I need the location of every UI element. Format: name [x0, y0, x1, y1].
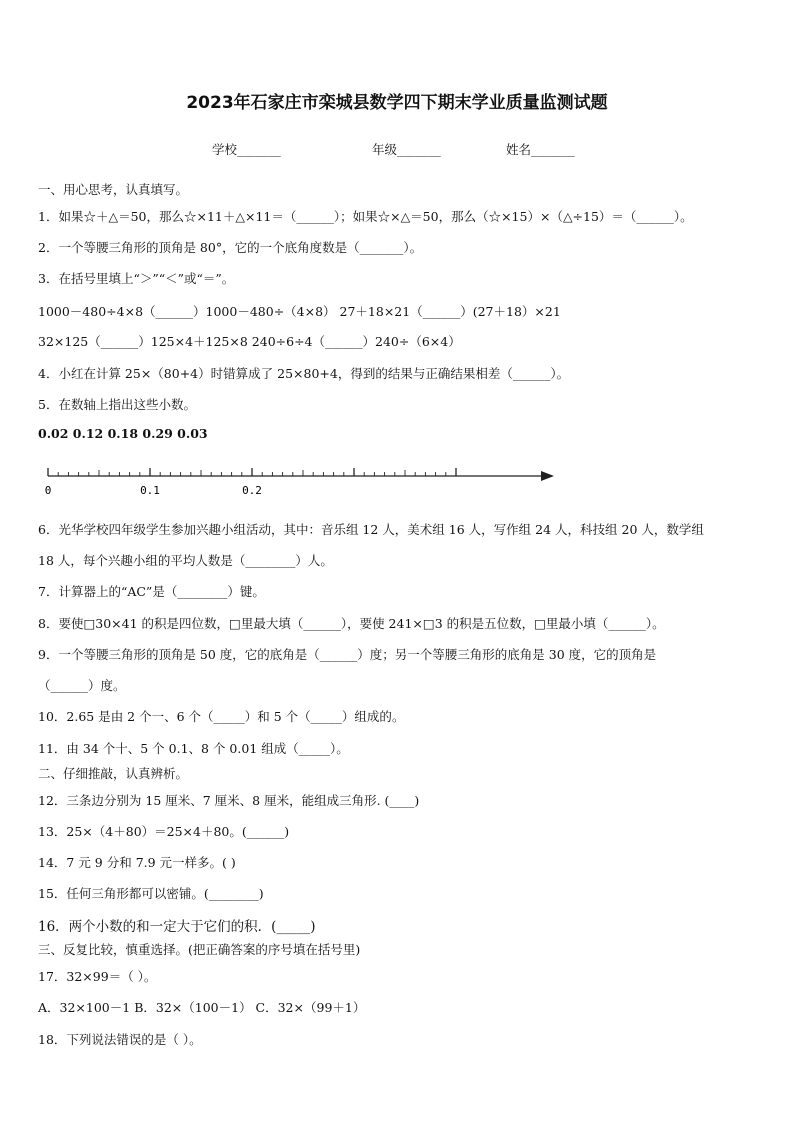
question-5-decimals: 0.02 0.12 0.18 0.29 0.03	[38, 426, 208, 441]
question-7: 7．计算器上的“AC”是（________）键。	[38, 584, 265, 599]
question-1: 1．如果☆＋△＝50，那么☆×11＋△×11＝（______）；如果☆×△＝50，那么（☆×15）×（△÷15）＝（______）。	[38, 209, 693, 224]
grade-field[interactable]: 年级_______	[372, 142, 441, 157]
question-8: 8．要使□30×41 的积是四位数，□里最大填（______），要使 241×□3 的积是五位数，□里最小填（______）。	[38, 616, 665, 631]
question-2: 2．一个等腰三角形的顶角是 80°，它的一个底角度数是（_______）。	[38, 240, 423, 255]
section-heading-2: 二、仔细推敲，认真辨析。	[38, 766, 189, 781]
question-6-cont: 18 人，每个兴趣小组的平均人数是（________）人。	[38, 553, 333, 568]
question-11: 11．由 34 个十、5 个 0.1、8 个 0.01 组成（_____）。	[38, 741, 349, 756]
question-14: 14．7 元 9 分和 7.9 元一样多。( )	[38, 855, 236, 870]
question-9-cont: （______）度。	[38, 678, 126, 693]
name-field[interactable]: 姓名_______	[506, 142, 575, 157]
question-17: 17．32×99＝（ ）。	[38, 969, 157, 984]
question-3-row-1: 1000－480÷4×8（______）1000－480÷（4×8） 27＋18×21（______）(27＋18）×21	[38, 304, 561, 319]
question-4: 4．小红在计算 25×（80+4）时错算成了 25×80+4，得到的结果与正确结果相差（______）。	[38, 366, 570, 381]
question-15: 15．任何三角形都可以密铺。(________)	[38, 886, 264, 901]
number-line-label-0-2: 0.2	[242, 484, 262, 497]
question-10: 10．2.65 是由 2 个一、6 个（_____）和 5 个（_____）组成的。	[38, 709, 405, 724]
question-16: 16．两个小数的和一定大于它们的积．(_____)	[38, 919, 316, 935]
number-line-label-0: 0	[44, 484, 52, 497]
question-5: 5．在数轴上指出这些小数。	[38, 397, 196, 412]
question-3-row-2: 32×125（______）125×4＋125×8 240÷6÷4（______）240÷（6×4）	[38, 334, 461, 349]
number-line	[38, 458, 568, 500]
page-title: 2023年石家庄市栾城县数学四下期末学业质量监测试题	[186, 93, 608, 113]
school-field[interactable]: 学校_______	[212, 142, 281, 157]
question-9: 9．一个等腰三角形的顶角是 50 度，它的底角是（______）度；另一个等腰三角形的底角是 30 度，它的顶角是	[38, 647, 657, 662]
question-13: 13．25×（4＋80）＝25×4＋80。(______)	[38, 824, 290, 839]
section-heading-3: 三、反复比较，慎重选择。(把正确答案的序号填在括号里)	[38, 942, 361, 957]
question-6: 6．光华学校四年级学生参加兴趣小组活动，其中：音乐组 12 人，美术组 16 人，写作组 24 人，科技组 20 人，数学组	[38, 522, 704, 537]
number-line-arrow	[541, 471, 554, 481]
question-3: 3．在括号里填上“＞”“＜”或“＝”。	[38, 271, 235, 286]
number-line-label-0-1: 0.1	[140, 484, 160, 497]
question-18: 18．下列说法错误的是（ ）。	[38, 1032, 202, 1047]
question-12: 12．三条边分别为 15 厘米、7 厘米、8 厘米，能组成三角形. (____)	[38, 793, 420, 808]
section-heading-1: 一、用心思考，认真填写。	[38, 182, 189, 197]
question-17-options: A．32×100－1 B．32×（100－1） C．32×（99＋1）	[38, 1000, 366, 1015]
number-line-ticks	[48, 468, 456, 476]
